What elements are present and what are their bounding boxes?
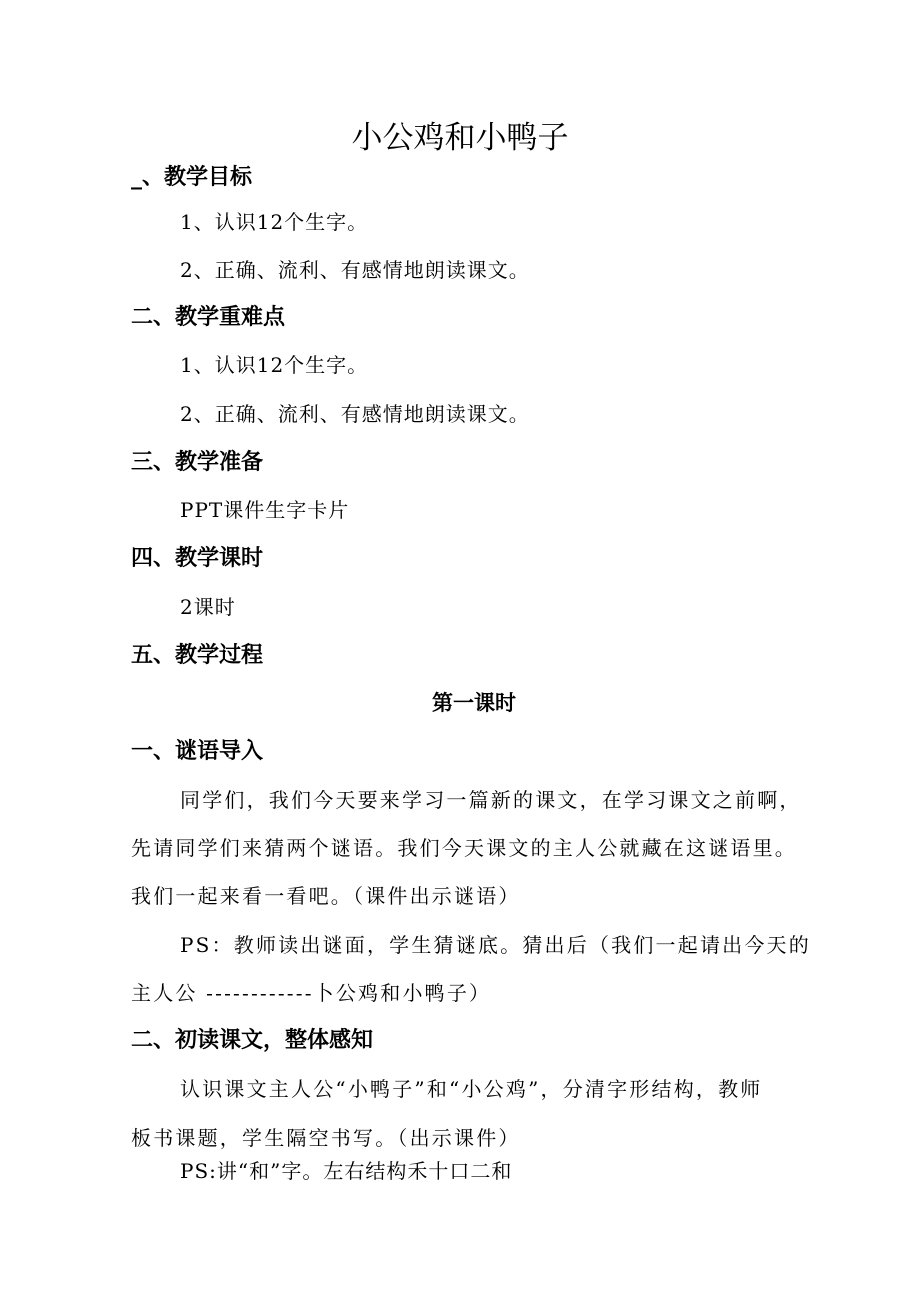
heading-teaching-goals: _、教学目标 [131,165,253,190]
paragraph-line: PS:讲“和”字。左右结构禾十口二和 [180,1159,513,1183]
document-title: 小公鸡和小鸭子 [351,120,569,156]
paragraph-line: PS：教师读出谜面，学生猜谜底。猜出后（我们一起请出今天的 [180,933,811,957]
paragraph-line: 主人公 ------------卜公鸡和小鸭子） [131,981,492,1005]
key-point-item-2: 2、正确、流利、有感情地朗读课文。 [180,402,530,426]
paragraph-line: 认识课文主人公“小鸭子”和“小公鸡”，分清字形结构，教师 [180,1077,763,1101]
heading-first-reading: 二、初读课文，整体感知 [131,1028,374,1053]
goal-item-2: 2、正确、流利、有感情地朗读课文。 [180,258,530,282]
heading-process: 五、教学过程 [131,643,264,668]
heading-periods: 四、教学课时 [131,546,264,571]
heading-riddle-intro: 一、谜语导入 [131,739,264,764]
periods-text: 2课时 [180,595,236,619]
goal-item-1: 1、认识12个生字。 [180,210,369,234]
preparation-text: PPT课件生字卡片 [180,498,350,522]
key-point-item-1: 1、认识12个生字。 [180,353,369,377]
paragraph-line: 先请同学们来猜两个谜语。我们今天课文的主人公就藏在这谜语里。 [131,836,797,860]
lesson-title: 第一课时 [432,691,516,715]
paragraph-line: 我们一起来看一看吧。（课件出示谜语） [131,884,521,908]
heading-preparation: 三、教学准备 [131,450,264,475]
heading-key-points: 二、教学重难点 [131,305,286,330]
paragraph-line: 板书课题，学生隔空书写。（出示课件） [131,1126,521,1150]
paragraph-line: 同学们，我们今天要来学习一篇新的课文，在学习课文之前啊， [180,788,802,812]
